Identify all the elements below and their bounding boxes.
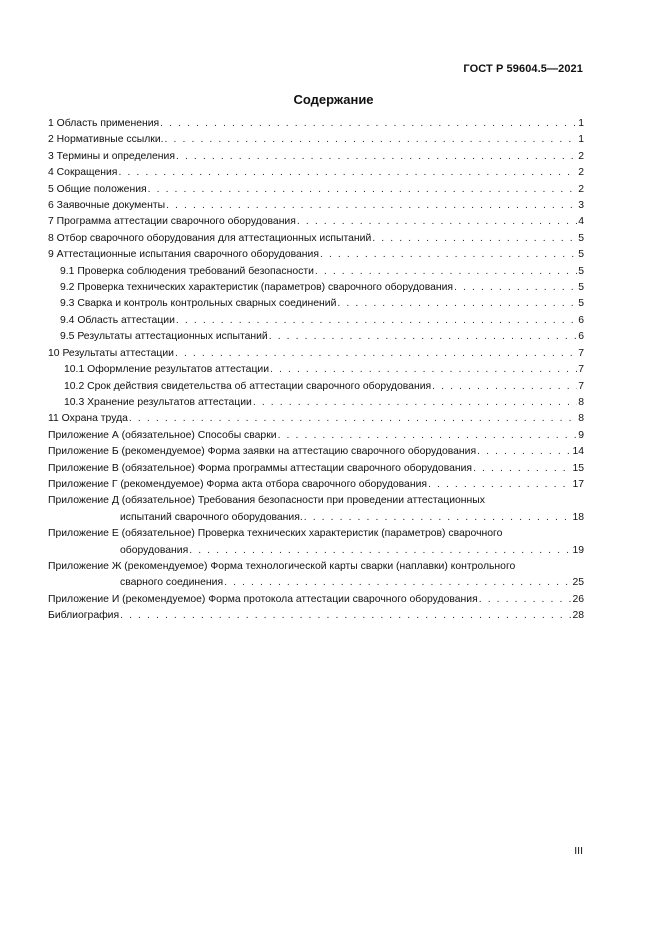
- toc-title: Содержание: [293, 92, 374, 107]
- toc-entry-title: Библиография: [48, 610, 120, 622]
- toc-entry-title: 3 Термины и определения: [48, 150, 175, 162]
- toc-entry-title: 10.2 Срок действия свидетельства об аттестации сварочного оборудования: [64, 380, 432, 392]
- toc-entry-page: 5: [578, 232, 584, 244]
- toc-entry[interactable]: [48, 231, 584, 247]
- dot-leader: [428, 477, 571, 493]
- toc-entry-page: 2: [578, 167, 584, 179]
- dot-leader: [166, 198, 577, 214]
- dot-leader: [315, 264, 577, 280]
- toc-entry-title: 9.4 Область аттестации: [60, 314, 175, 326]
- toc-entry-title-continued: сварного соединения: [120, 577, 224, 589]
- toc-entry-page: 2: [578, 183, 584, 195]
- toc-entry-title: 2 Нормативные ссылки.: [48, 134, 164, 146]
- toc-subentry[interactable]: [48, 395, 584, 411]
- dot-leader: [175, 346, 577, 362]
- toc-entry-title: 5 Общие положения: [48, 183, 147, 195]
- toc-entry-page: 4: [578, 216, 584, 228]
- toc-subentry[interactable]: [48, 280, 584, 296]
- toc-appendix-entry[interactable]: [48, 526, 584, 559]
- toc-appendix-entry[interactable]: [48, 461, 584, 477]
- toc-entry[interactable]: [48, 608, 584, 624]
- dot-leader: [278, 428, 577, 444]
- toc-entry-title: 10.1 Оформление результатов аттестации: [64, 364, 270, 376]
- toc-entry-page: 5: [578, 282, 584, 294]
- toc-entry-title: 9 Аттестационные испытания сварочного оборудования: [48, 249, 319, 261]
- toc-entry-title: 4 Сокращения: [48, 167, 118, 179]
- dot-leader: [304, 510, 572, 526]
- document-id: ГОСТ Р 59604.5—2021: [463, 63, 583, 75]
- toc-entry-page: 26: [572, 593, 584, 605]
- toc-entry-title: 8 Отбор сварочного оборудования для аттестационных испытаний: [48, 232, 372, 244]
- dot-leader: [372, 231, 577, 247]
- toc-appendix-entry[interactable]: [48, 477, 584, 493]
- dot-leader: [176, 313, 577, 329]
- toc-entry-page: 5: [578, 298, 584, 310]
- dot-leader: [165, 132, 577, 148]
- toc-entry-title-continued: оборудования: [120, 544, 189, 556]
- toc-entry-title: Приложение И (рекомендуемое) Форма протокола аттестации сварочного оборудования: [48, 593, 478, 605]
- toc-subentry[interactable]: [48, 329, 584, 345]
- toc-entry-page: 2: [578, 150, 584, 162]
- toc-entry-page: 5: [578, 249, 584, 261]
- toc-entry[interactable]: [48, 149, 584, 165]
- dot-leader: [473, 461, 571, 477]
- toc-entry-title: 6 Заявочные документы: [48, 200, 166, 212]
- toc-entry-title: 9.2 Проверка технических характеристик (параметров) сварочного оборудования: [60, 282, 454, 294]
- toc-entry-page: 5: [578, 265, 584, 277]
- toc-entry-title-continued: испытаний сварочного оборудования.: [120, 511, 303, 523]
- toc-entry-page: 28: [572, 610, 584, 622]
- dot-leader: [189, 543, 571, 559]
- toc-entry-title: Приложение Г (рекомендуемое) Форма акта отбора сварочного оборудования: [48, 478, 428, 490]
- toc-entry[interactable]: [48, 132, 584, 148]
- dot-leader: [337, 296, 577, 312]
- toc-entry[interactable]: [48, 214, 584, 230]
- page-number: III: [574, 845, 583, 857]
- dot-leader: [454, 280, 577, 296]
- toc-appendix-entry[interactable]: [48, 559, 584, 592]
- toc-subentry[interactable]: [48, 264, 584, 280]
- toc-entry-title: 9.1 Проверка соблюдения требований безопасности: [60, 265, 314, 277]
- toc-entry[interactable]: [48, 116, 584, 132]
- toc-appendix-entry[interactable]: [48, 444, 584, 460]
- dot-leader: [176, 149, 577, 165]
- dot-leader: [320, 247, 577, 263]
- toc-entry-title: Приложение Д (обязательное) Требования безопасности при проведении аттестационных: [48, 495, 485, 507]
- toc-entry-page: 8: [578, 396, 584, 408]
- dot-leader: [477, 444, 571, 460]
- toc-subentry[interactable]: [48, 362, 584, 378]
- toc-entry[interactable]: [48, 165, 584, 181]
- toc-entry[interactable]: [48, 247, 584, 263]
- toc-entry-title: Приложение Б (рекомендуемое) Форма заявки на аттестацию сварочного оборудования: [48, 446, 477, 458]
- dot-leader: [224, 575, 571, 591]
- toc-entry-page: 3: [578, 200, 584, 212]
- toc-appendix-entry[interactable]: [48, 428, 584, 444]
- dot-leader: [479, 592, 572, 608]
- toc-entry-title: 9.5 Результаты аттестационных испытаний: [60, 331, 268, 343]
- dot-leader: [297, 214, 577, 230]
- toc-entry[interactable]: [48, 346, 584, 362]
- toc-entry-title: 11 Охрана труда: [48, 413, 128, 425]
- toc-entry-title: Приложение Ж (рекомендуемое) Форма технологической карты сварки (наплавки) контрольного: [48, 560, 516, 572]
- toc-entry-page: 25: [572, 577, 584, 589]
- toc-entry-page: 15: [572, 462, 584, 474]
- dot-leader: [432, 379, 577, 395]
- toc-entry-page: 17: [572, 478, 584, 490]
- toc-subentry[interactable]: [48, 313, 584, 329]
- toc-subentry[interactable]: [48, 379, 584, 395]
- toc-entry-page: 8: [578, 413, 584, 425]
- toc-entry[interactable]: [48, 198, 584, 214]
- toc-appendix-entry[interactable]: [48, 592, 584, 608]
- dot-leader: [129, 411, 577, 427]
- dot-leader: [120, 608, 571, 624]
- toc-subentry[interactable]: [48, 296, 584, 312]
- toc-entry-page: 14: [572, 446, 584, 458]
- dot-leader: [148, 182, 577, 198]
- toc-entry-page: 9: [578, 429, 584, 441]
- toc-entry[interactable]: [48, 182, 584, 198]
- toc-entry-page: 1: [578, 134, 584, 146]
- dot-leader: [118, 165, 577, 181]
- toc-appendix-entry[interactable]: [48, 493, 584, 526]
- toc-entry-title: 7 Программа аттестации сварочного оборудования: [48, 216, 296, 228]
- dot-leader: [269, 329, 577, 345]
- toc-entry-title: Приложение Е (обязательное) Проверка технических характеристик (параметров) сварочного: [48, 528, 503, 540]
- dot-leader: [270, 362, 577, 378]
- dot-leader: [160, 116, 577, 132]
- toc-entry-title: 10.3 Хранение результатов аттестации: [64, 396, 252, 408]
- toc-entry-title: 1 Область применения: [48, 118, 160, 129]
- toc-entry-page: 18: [572, 511, 584, 523]
- dot-leader: [253, 395, 577, 411]
- toc-entry-page: 7: [578, 347, 584, 359]
- toc-entry-page: 19: [572, 544, 584, 556]
- toc-entry-title: 9.3 Сварка и контроль контрольных сварных соединений: [60, 298, 337, 310]
- toc-entry-page: 1: [578, 118, 584, 129]
- toc-entry-title: Приложение В (обязательное) Форма программы аттестации сварочного оборудования: [48, 462, 473, 474]
- toc-entry-title: 10 Результаты аттестации: [48, 347, 174, 359]
- toc-entry-page: 7: [578, 380, 584, 392]
- toc-entry[interactable]: [48, 411, 584, 427]
- toc-entry-page: 6: [578, 331, 584, 343]
- toc-entry-page: 7: [578, 364, 584, 376]
- toc-entry-title: Приложение А (обязательное) Способы сварки: [48, 429, 277, 441]
- toc-entry-page: 6: [578, 314, 584, 326]
- table-of-contents: [48, 116, 584, 625]
